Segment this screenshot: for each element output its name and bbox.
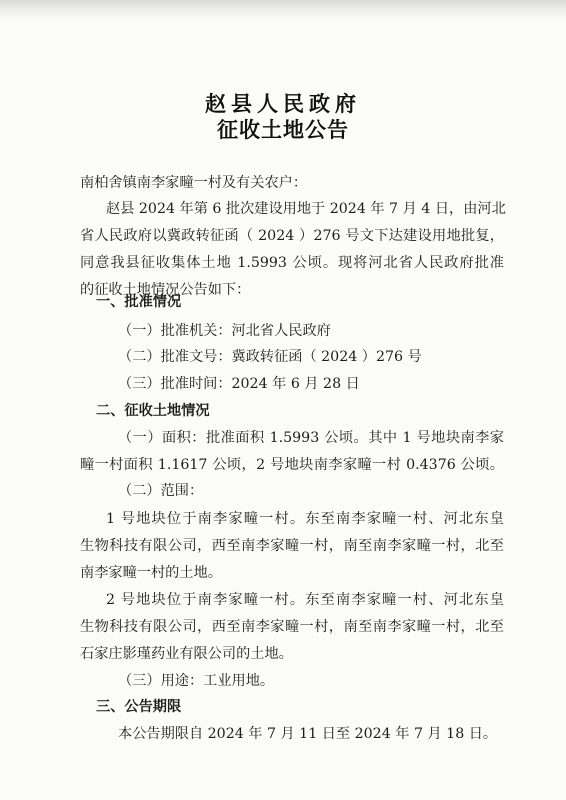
section-heading-land: 二、征收土地情况 (96, 403, 210, 419)
scope-heading: （二）范围： (118, 483, 204, 499)
addressee: 南柏舍镇南李家疃一村及有关农户： (80, 175, 308, 191)
plot2-line: 2 号地块位于南李家疃一村。东至南李家疃一村、河北东皇 (106, 592, 504, 608)
issuer-title: 赵县人民政府 (205, 91, 361, 116)
intro-line: 的征收土地情况公告如下： (80, 282, 251, 298)
plot1-line: 生物科技有限公司，西至南李家疃一村，南至南李家疃一村，北至 (80, 538, 504, 554)
intro-line: 赵县 2024 年第 6 批次建设用地于 2024 年 7 月 4 日，由河北 (106, 201, 506, 217)
announcement-title: 征收土地公告 (217, 117, 349, 142)
approval-date: （三）批准时间：2024 年 6 月 28 日 (118, 376, 360, 392)
area-line: 疃一村面积 1.1617 公顷，2 号地块南李家疃一村 0.4376 公顷。 (80, 457, 504, 473)
plot1-line: 南李家疃一村的土地。 (80, 565, 222, 581)
plot2-line: 石家庄影瑾药业有限公司的土地。 (80, 646, 293, 662)
plot1-line: 1 号地块位于南李家疃一村。东至南李家疃一村、河北东皇 (106, 511, 504, 527)
area-line: （一）面积：批准面积 1.5993 公顷。其中 1 号地块南李家 (118, 430, 504, 446)
approval-document-number: （二）批准文号：冀政转征函（ 2024 ）276 号 (118, 349, 422, 365)
land-usage: （三）用途：工业用地。 (118, 673, 275, 689)
intro-line: 省人民政府以冀政转征函（ 2024 ）276 号文下达建设用地批复， (80, 228, 504, 244)
section-heading-approval: 一、批准情况 (96, 294, 182, 310)
section-heading-period: 三、公告期限 (96, 699, 182, 715)
plot2-line: 生物科技有限公司，西至南李家疃一村，南至南李家疃一村，北至 (80, 619, 504, 635)
announcement-period: 本公告期限自 2024 年 7 月 11 日至 2024 年 7 月 18 日。 (118, 726, 498, 742)
approval-authority: （一）批准机关：河北省人民政府 (118, 323, 331, 339)
intro-line: 同意我县征收集体土地 1.5993 公顷。现将河北省人民政府批准 (80, 255, 504, 271)
